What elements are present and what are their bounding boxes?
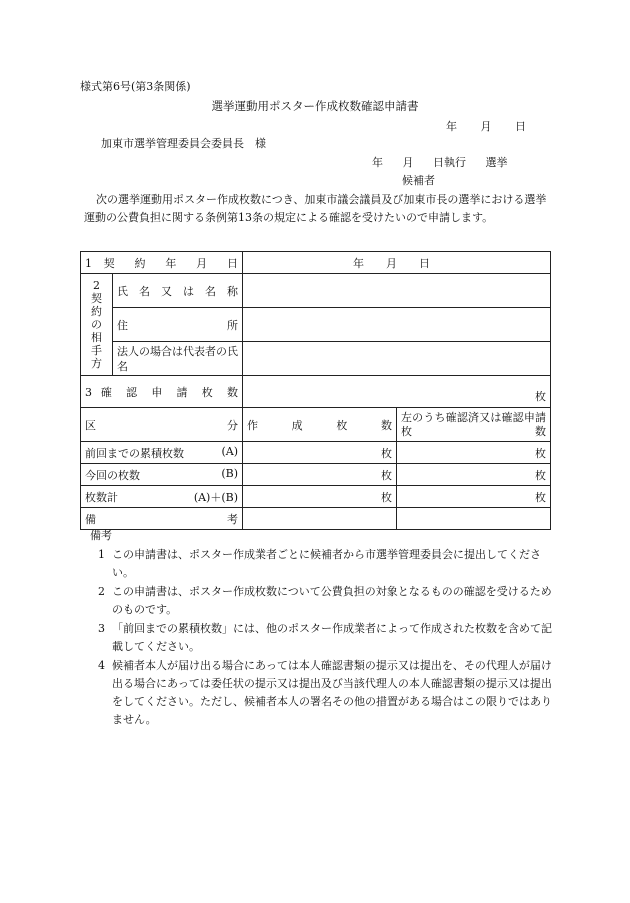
row-total-label xyxy=(81,486,243,508)
row-mark: (A) xyxy=(221,444,239,458)
row-label: 今回の枚数 xyxy=(85,468,140,482)
created-count-header: 作 成 枚 数 xyxy=(243,408,397,442)
row-total-created[interactable] xyxy=(243,486,397,508)
row-previous-confirmed[interactable] xyxy=(397,442,551,464)
category-header: 区 分 xyxy=(81,408,243,442)
row-current-created[interactable] xyxy=(243,464,397,486)
unit-label: 枚 xyxy=(381,446,393,460)
confirmed-count-header: 左のうち確認済又は確認申請枚数 xyxy=(397,408,551,442)
addressee: 加東市選挙管理委員会委員長 様 xyxy=(101,137,266,150)
remarks-field-1[interactable] xyxy=(243,508,397,530)
note-number: 1 xyxy=(98,548,105,561)
unit-label: 枚 xyxy=(381,468,393,482)
unit-label: 枚 xyxy=(535,468,547,482)
party-name-field[interactable] xyxy=(243,274,551,308)
document-title: 選挙運動用ポスター作成枚数確認申請書 xyxy=(211,99,419,113)
row-previous-created[interactable] xyxy=(243,442,397,464)
note-number: 2 xyxy=(98,585,105,598)
application-statement: 次の選挙運動用ポスター作成枚数につき、加東市議会議員及び加東市長の選挙における選挙運動の公費負担に関する条例第13条の規定による確認を受けたいので申請します。 xyxy=(84,193,547,224)
note-item xyxy=(98,546,552,582)
contract-party-label: 2契約の相手方 xyxy=(81,274,113,376)
row-label: 前回までの累積枚数 xyxy=(85,446,184,460)
application-table xyxy=(80,251,551,530)
party-address-label: 住 所 xyxy=(113,308,243,342)
row-current-confirmed[interactable] xyxy=(397,464,551,486)
row-label: 枚数計 xyxy=(85,490,118,504)
candidate-label: 候補者 xyxy=(402,174,435,187)
row-total-confirmed[interactable] xyxy=(397,486,551,508)
unit-label: 枚 xyxy=(535,446,547,460)
note-number: 4 xyxy=(98,659,105,672)
application-date: 年 月 日 xyxy=(446,120,526,133)
note-number: 3 xyxy=(98,622,105,635)
unit-label: 枚 xyxy=(535,390,547,403)
confirm-count-field[interactable] xyxy=(243,376,551,408)
remarks-field-2[interactable] xyxy=(397,508,551,530)
unit-label: 枚 xyxy=(535,490,547,504)
representative-field[interactable] xyxy=(243,342,551,376)
note-text: この申請書は、ポスター作成枚数について公費負担の対象となるものの確認を受けるためのものです。 xyxy=(112,585,552,616)
representative-label: 法人の場合は代表者の氏名 xyxy=(113,342,243,376)
notes-list xyxy=(98,546,552,730)
contract-date-label: 1 契 約 年 月 日 xyxy=(81,252,243,274)
remarks-label: 備 考 xyxy=(81,508,243,530)
form-number: 様式第6号(第3条関係) xyxy=(80,80,191,93)
notes-heading: 備考 xyxy=(90,529,112,542)
note-item xyxy=(98,620,552,656)
note-text: 候補者本人が届け出る場合にあっては本人確認書類の提示又は提出を、その代理人が届け出る場合にあっては委任状の提示又は提出及び当該代理人の本人確認書類の提示又は提出をしてください。ただし、候補者本人の署名その他の措置がある場合はこの限りではありません。 xyxy=(112,659,552,726)
party-address-field[interactable] xyxy=(243,308,551,342)
note-item xyxy=(98,657,552,729)
party-name-label: 氏 名 又 は 名 称 xyxy=(113,274,243,308)
row-mark: (A)＋(B) xyxy=(193,490,239,504)
unit-label: 枚 xyxy=(381,490,393,504)
confirm-count-label: 3 確 認 申 請 枚 数 xyxy=(81,376,243,408)
note-text: この申請書は、ポスター作成業者ごとに候補者から市選挙管理委員会に提出してください。 xyxy=(112,548,541,579)
row-mark: (B) xyxy=(221,466,239,480)
note-text: 「前回までの累積枚数」には、他のポスター作成業者によって作成された枚数を含めて記載してください。 xyxy=(112,622,552,653)
contract-date-field[interactable]: 年 月 日 xyxy=(243,252,551,274)
election-line: 年 月 日執行 選挙 xyxy=(372,156,508,169)
note-item xyxy=(98,583,552,619)
row-current-label xyxy=(81,464,243,486)
row-previous-label xyxy=(81,442,243,464)
